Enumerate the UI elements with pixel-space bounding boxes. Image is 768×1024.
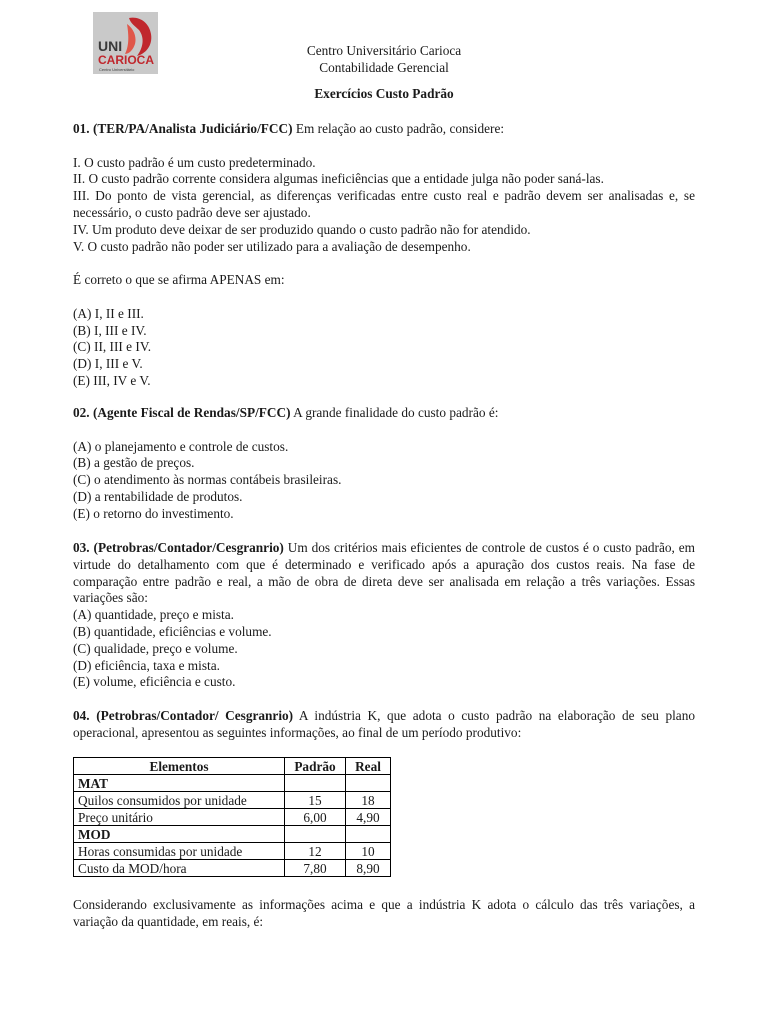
- table-cell-label: Quilos consumidos por unidade: [74, 792, 285, 809]
- table-header-padrao: Padrão: [285, 758, 346, 775]
- table-header-elementos: Elementos: [74, 758, 285, 775]
- q1-statement: V. O custo padrão não poder ser utilizado para a avaliação de desempenho.: [73, 238, 471, 254]
- question-4-number: 04. (Petrobras/Contador/ Cesgranrio): [73, 708, 294, 723]
- q2-option: (D) a rentabilidade de produtos.: [73, 488, 243, 504]
- table-cell-label: Preço unitário: [74, 809, 285, 826]
- table-cell-padrao: 7,80: [285, 860, 346, 877]
- table-cell-real: 10: [346, 843, 391, 860]
- q2-option: (E) o retorno do investimento.: [73, 505, 234, 521]
- table-row: [74, 775, 391, 792]
- question-3-number: 03. (Petrobras/Contador/Cesgranrio): [73, 540, 284, 555]
- q4-closing-text: Considerando exclusivamente as informações acima e que a indústria K adota o cálculo das três variações, a variação da quantidade, em reais, é:: [73, 897, 695, 929]
- standard-cost-table: [73, 757, 391, 877]
- q1-option: (B) I, III e IV.: [73, 322, 147, 338]
- question-4-closing: [73, 897, 695, 931]
- table-cell-real: 18: [346, 792, 391, 809]
- q2-option: (B) a gestão de preços.: [73, 455, 195, 471]
- q1-option: (C) II, III e IV.: [73, 339, 152, 355]
- question-3-heading: [73, 540, 695, 607]
- q3-option: (A) quantidade, preço e mista.: [73, 607, 234, 623]
- course-name: Contabilidade Gerencial: [319, 60, 449, 75]
- q1-option: (A) I, II e III.: [73, 305, 144, 321]
- question-4: [73, 708, 695, 742]
- question-3-stem: Um dos critérios mais eficientes de controle de custos é o custo padrão, em virtude do detalhamento com que é determinado e verificado após a apuração dos custos reais. Na fase de comparação entre padrão e real, a mão de obra de direta deve ser analisada em relação a três variações. Essas variações são:: [73, 540, 695, 606]
- q3-option: (D) eficiência, taxa e mista.: [73, 657, 220, 673]
- question-2-stem: A grande finalidade do custo padrão é:: [290, 405, 499, 420]
- q1-statement: II. O custo padrão corrente considera algumas ineficiências que a entidade julga não poder saná-las.: [73, 171, 604, 187]
- logo-brand-bottom: CARIOCA: [98, 53, 154, 67]
- logo-tagline: Centro Universitário: [99, 67, 135, 72]
- table-row: [74, 860, 391, 877]
- q1-statement: III. Do ponto de vista gerencial, as diferenças verificadas entre custo real e padrão devem ser analisadas e, se necessário, o custo padrão deve ser ajustado.: [73, 188, 695, 220]
- table-cell-padrao: 6,00: [285, 809, 346, 826]
- question-1: [73, 121, 695, 390]
- table-row: [74, 826, 391, 843]
- table-row: [74, 809, 391, 826]
- table-cell-label: Custo da MOD/hora: [74, 860, 285, 877]
- question-1-number: 01. (TER/PA/Analista Judiciário/FCC): [73, 121, 293, 136]
- q1-statement: I. O custo padrão é um custo predeterminado.: [73, 154, 316, 170]
- table-header-row: [74, 758, 391, 775]
- table-cell-padrao: 15: [285, 792, 346, 809]
- q1-option: (E) III, IV e V.: [73, 372, 151, 388]
- q3-option: (B) quantidade, eficiências e volume.: [73, 623, 272, 639]
- logo-brand-top: UNI: [98, 38, 123, 54]
- q1-prompt: É correto o que se afirma APENAS em:: [73, 272, 285, 288]
- table-cell-real: 8,90: [346, 860, 391, 877]
- question-4-stem: A indústria K, que adota o custo padrão na elaboração de seu plano operacional, apresentou as seguintes informações, ao final de um período produtivo:: [73, 708, 695, 740]
- page-title: Exercícios Custo Padrão: [314, 86, 454, 101]
- question-2: [73, 405, 695, 523]
- question-2-number: 02. (Agente Fiscal de Rendas/SP/FCC): [73, 405, 291, 420]
- table-cell-label: Horas consumidas por unidade: [74, 843, 285, 860]
- table-cell-real: 4,90: [346, 809, 391, 826]
- question-1-stem: Em relação ao custo padrão, considere:: [292, 121, 505, 136]
- question-3: [73, 540, 695, 691]
- table-row: [74, 792, 391, 809]
- q1-statement: IV. Um produto deve deixar de ser produzido quando o custo padrão não for atendido.: [73, 221, 531, 237]
- table-section-mod: MOD: [74, 826, 285, 843]
- q3-option: (E) volume, eficiência e custo.: [73, 674, 236, 690]
- q2-option: (A) o planejamento e controle de custos.: [73, 438, 289, 454]
- table-cell-padrao: 12: [285, 843, 346, 860]
- question-1-heading: [73, 121, 695, 138]
- q3-option: (C) qualidade, preço e volume.: [73, 640, 238, 656]
- question-4-heading: [73, 708, 695, 742]
- q1-option: (D) I, III e V.: [73, 356, 143, 372]
- table-row: [74, 843, 391, 860]
- q2-option: (C) o atendimento às normas contábeis brasileiras.: [73, 472, 342, 488]
- table-section-mat: MAT: [74, 775, 285, 792]
- question-2-heading: [73, 405, 695, 422]
- institution-name: Centro Universitário Carioca: [306, 43, 462, 58]
- table-header-real: Real: [346, 758, 391, 775]
